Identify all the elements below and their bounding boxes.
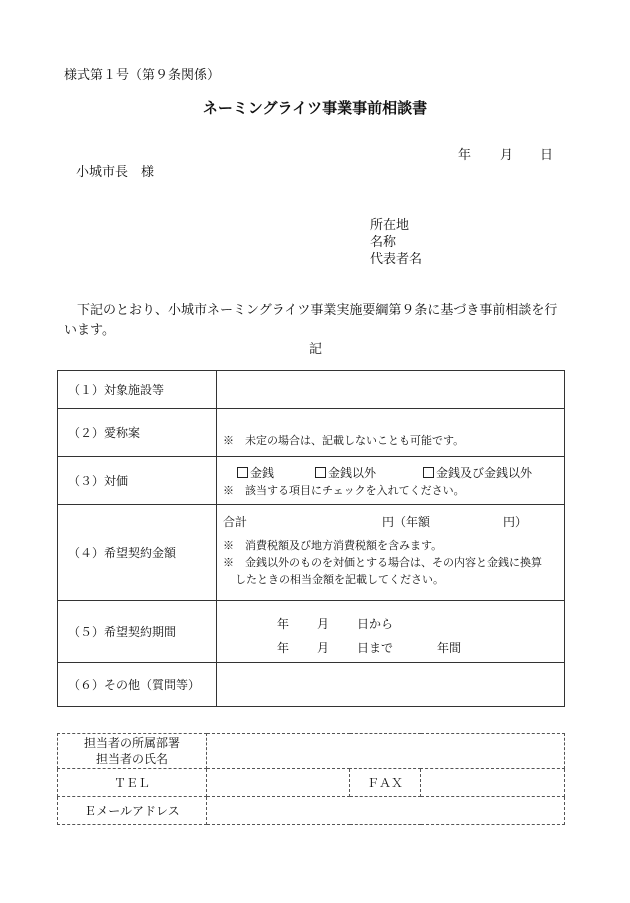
page-title: ネーミングライツ事業事前相談書 [202, 99, 428, 117]
email-value[interactable] [207, 797, 565, 825]
period-end-year: 年 [277, 640, 290, 655]
contact-person-label [58, 734, 207, 769]
facility-label: （１）対象施設等 [58, 371, 217, 409]
option-both-label: 金銭及び金銭以外 [436, 465, 533, 480]
option-non-money-label: 金銭以外 [328, 465, 377, 480]
option-money[interactable] [237, 464, 274, 481]
date-year: 年 [458, 148, 472, 163]
nickname-note: ※ 未定の場合は、記載しないことも可能です。 [223, 434, 465, 447]
row-nickname [58, 409, 565, 457]
representative-label: 代表者名 [370, 252, 423, 267]
date-day: 日 [540, 148, 554, 163]
consideration-label: （３）対価 [58, 457, 217, 505]
row-contact-person [58, 734, 565, 769]
period-end-day: 日まで [357, 640, 394, 655]
facility-value[interactable] [217, 371, 565, 409]
option-money-label: 金銭 [250, 465, 275, 480]
option-both[interactable] [423, 464, 532, 481]
date-month: 月 [500, 148, 514, 163]
period-start-day: 日から [357, 616, 394, 631]
consideration-note: ※ 該当する項目にチェックを入れてください。 [223, 483, 465, 497]
period-start-month: 月 [317, 616, 330, 631]
row-phone [58, 769, 565, 797]
row-other [58, 663, 565, 707]
contact-table [57, 733, 565, 825]
checkbox-icon[interactable] [237, 467, 248, 478]
row-amount [58, 505, 565, 601]
address-label: 所在地 [370, 218, 410, 233]
period-label: （５）希望契約期間 [58, 601, 217, 663]
amount-yen-label: 円（年額 [382, 515, 431, 529]
amount-note-tax: ※ 消費税額及び地方消費税額を含みます。 [223, 539, 443, 552]
period-end-month: 月 [317, 640, 330, 655]
amount-label: （４）希望契約金額 [58, 505, 217, 601]
row-facility [58, 371, 565, 409]
amount-yen-close: 円） [503, 515, 528, 529]
row-period [58, 601, 565, 663]
tel-label: ＴＥＬ [58, 769, 207, 797]
row-consideration [58, 457, 565, 505]
form-id: 様式第１号（第９条関係） [64, 68, 221, 83]
checkbox-icon[interactable] [315, 467, 326, 478]
consideration-value [217, 457, 565, 505]
other-label: （６）その他（質問等） [58, 663, 217, 707]
dept-label: 担当者の所属部署 [83, 736, 180, 750]
nickname-value[interactable] [217, 409, 565, 457]
amount-note-nonmoney: ※ 金銭以外のものを対価とする場合は、その内容と金銭に換算 [223, 556, 542, 569]
other-value[interactable] [217, 663, 565, 707]
person-label: 担当者の氏名 [95, 752, 168, 766]
period-start-year: 年 [277, 616, 290, 631]
period-years: 年間 [437, 640, 462, 655]
addressee: 小城市長 様 [76, 165, 155, 180]
fax-label: ＦＡＸ [350, 769, 421, 797]
ki-heading: 記 [309, 342, 323, 357]
period-value[interactable] [217, 601, 565, 663]
consultation-table [57, 370, 565, 707]
row-email [58, 797, 565, 825]
amount-total-label: 合計 [223, 515, 248, 529]
email-label: Ｅメールアドレス [58, 797, 207, 825]
amount-value[interactable] [217, 505, 565, 601]
amount-note-nonmoney-cont: したときの相当金額を記載してください。 [235, 573, 444, 586]
nickname-label: （２）愛称案 [58, 409, 217, 457]
option-non-money[interactable] [315, 464, 376, 481]
checkbox-icon[interactable] [423, 467, 434, 478]
fax-value[interactable] [421, 769, 565, 797]
tel-value[interactable] [207, 769, 350, 797]
body-text: 下記のとおり、小城市ネーミングライツ事業実施要綱第９条に基づき事前相談を行います。 [64, 303, 558, 338]
name-label: 名称 [370, 235, 397, 250]
contact-person-value[interactable] [207, 734, 565, 769]
